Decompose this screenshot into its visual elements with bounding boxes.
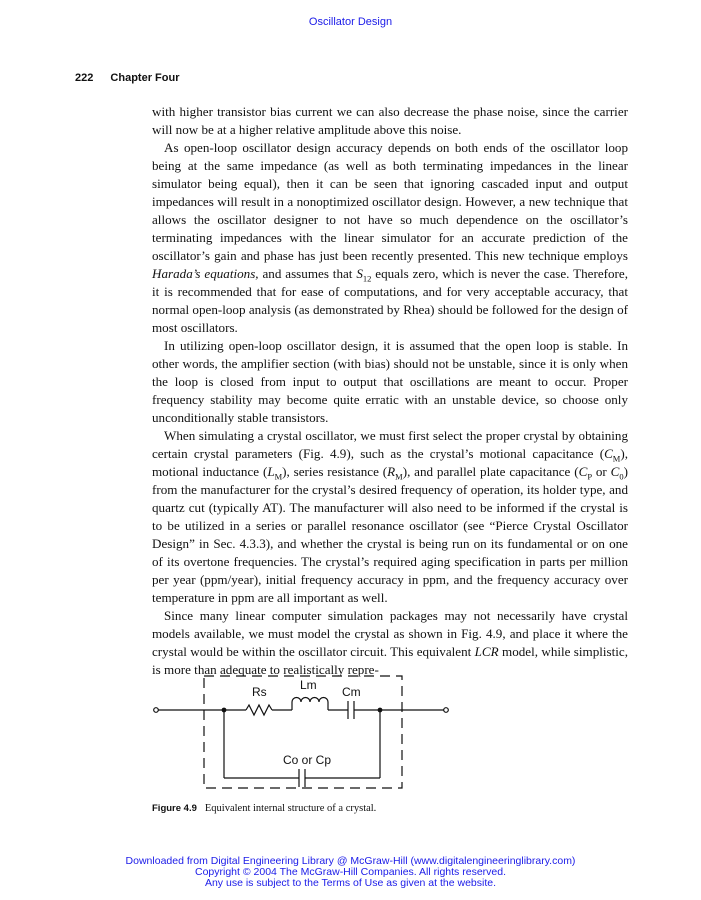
p4-text-or: or [592, 464, 611, 479]
p4-text-e: ) from the manufacturer for the crystal’s desired frequency of operation, its holder type, and quartz cut (typically AT). The manufacturer will also need to be informed if the crystal is to be utilized in a series or parallel resonance oscillator (see “Pierce Crystal Oscillator Design” in Sec. 4.3.3), and whether the crystal is being run on its fundamental or on one of its overtone frequencies. The crystal’s required aging specification in parts per million per year (ppm/year), initial frequency accuracy in ppm, and the frequency accuracy over temperature in ppm are all important as well. [152, 464, 628, 605]
paragraph-1: with higher transistor bias current we can also decrease the phase noise, since the carrier will now be at a higher relative amplitude above this noise. [152, 104, 628, 137]
p2-text-c: equals zero, which is never the case. Therefore, it is recommended that for ease of computations, and for very acceptable accuracy, that normal open-loop analysis (as demonstrated by Rhea) should be followed for the design of most oscillators. [152, 266, 628, 335]
body-text [152, 103, 628, 679]
footer-copyright: Copyright © 2004 The McGraw-Hill Companies. All rights reserved. [195, 866, 506, 878]
p2-subscript: 12 [362, 273, 372, 284]
p5-emphasis: LCR [474, 644, 499, 659]
footer-download-link[interactable]: Downloaded from Digital Engineering Library @ McGraw-Hill (www.digitalengineeringlibrary.com) [125, 855, 576, 867]
page-number: 222 [75, 72, 94, 84]
p4-symbol-cp: C [578, 464, 588, 479]
paragraph-2 [152, 139, 628, 337]
p2-text-a: As open-loop oscillator design accuracy depends on both ends of the oscillator loop being at the same impedance (as well as both terminating impedances in the linear simulator being equal), then it can be seen that ignoring cascaded input and output impedances will result in a nonoptimized oscillator design. However, a new technique that allows the oscillator designer to not have so much dependence on the oscillator’s terminating impedances with the linear simulator for an accurate prediction of the oscillator’s gain and phase has just been recently presented. This new technique employs [152, 140, 628, 263]
p2-text-b: and assumes that [258, 266, 357, 281]
label-rs: Rs [252, 685, 267, 699]
footer [0, 856, 701, 889]
p4-sub-lm: M [274, 471, 283, 482]
p5-text-a: Since many linear computer simulation packages may not necessarily have crystal models available, we must model the crystal as shown in Fig. 4.9, and place it where the crystal would be within the oscillator circuit. This equivalent [152, 608, 628, 659]
p4-symbol-lm: L [267, 464, 275, 479]
running-head [75, 72, 179, 84]
figure-caption-text: Equivalent internal structure of a crystal. [204, 803, 377, 814]
paragraph-3: In utilizing open-loop oscillator design, it is assumed that the open loop is stable. In other words, the amplifier section (with bias) should not be unstable, since it is only when the loop is closed from input to output that oscillations are meant to occur. Proper frequency stability may become quite erratic with an unstable device, so choose only unconditionally stable transistors. [152, 338, 628, 425]
capacitor-cp [299, 769, 305, 787]
inductor-lm [292, 698, 328, 703]
p2-emphasis: Harada’s equations, [152, 266, 259, 281]
chapter-title: Chapter Four [110, 72, 180, 84]
label-cp: Co or Cp [283, 753, 332, 767]
p4-text-d: ), and parallel plate capacitance ( [402, 464, 579, 479]
footer-terms-link[interactable]: Any use is subject to the Terms of Use as given at the website. [204, 877, 497, 889]
resistor-rs [246, 705, 272, 715]
figure-caption [152, 803, 376, 814]
top-title-link[interactable]: Oscillator Design [308, 16, 393, 28]
p4-symbol-cm: C [604, 446, 613, 461]
p4-symbol-rm: R [387, 464, 396, 479]
p4-text-b: ), motional inductance ( [152, 446, 628, 479]
label-cm: Cm [342, 685, 361, 699]
crystal-package-outline [204, 676, 402, 788]
p4-sub-cp: P [587, 471, 593, 482]
capacitor-cm [348, 701, 354, 719]
p4-text-a: When simulating a crystal oscillator, we must first select the proper crystal by obtaining certain crystal parameters (Fig. 4.9), such as the crystal’s motional capacitance ( [152, 428, 628, 461]
crystal-equivalent-circuit [150, 670, 460, 800]
right-junction [378, 708, 383, 713]
p5-text-b: model, while simplistic, is more than adequate to realistically repre- [152, 644, 628, 677]
p4-symbol-c0: C [610, 464, 620, 479]
figure-label: Figure 4.9 [152, 803, 197, 814]
p4-sub-cm: M [612, 453, 621, 464]
left-junction [222, 708, 227, 713]
p4-sub-rm: M [395, 471, 403, 482]
p4-sub-c0: 0 [619, 471, 624, 482]
p2-symbol-s: S [356, 266, 363, 281]
label-lm: Lm [300, 678, 317, 692]
left-terminal [154, 708, 159, 713]
paragraph-5 [152, 607, 628, 679]
paragraph-4 [152, 427, 628, 607]
p4-text-c: ), series resistance ( [282, 464, 388, 479]
right-terminal [444, 708, 449, 713]
